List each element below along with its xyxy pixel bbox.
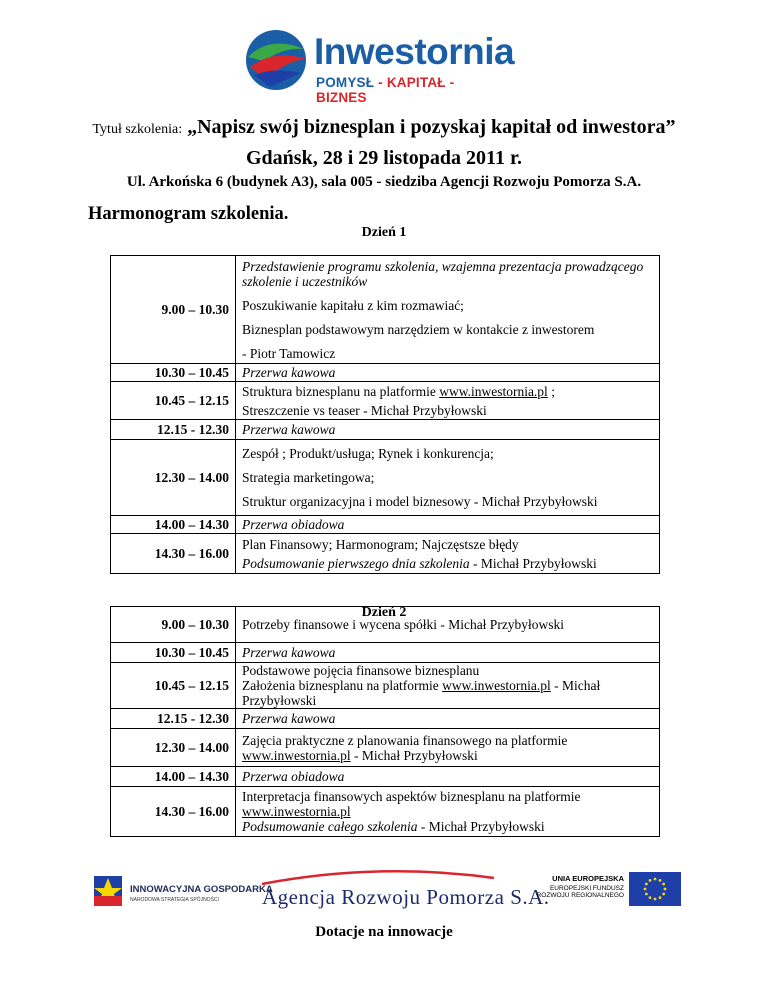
eu-star: [645, 893, 648, 896]
ig-emblem-icon: [92, 872, 126, 912]
activity-text: Zajęcia praktyczne z planowania finansowego na platformie www.inwestornia.pl - Michał Przybyłowski: [242, 732, 568, 763]
activity: [236, 709, 660, 729]
activity-text: Przerwa obiadowa: [242, 517, 345, 532]
time-slot: 10.45 – 12.15: [111, 663, 236, 709]
inwestornia-wordmark: Inwestornia: [314, 31, 515, 72]
activity: [236, 534, 660, 574]
activity-text: Podsumowanie pierwszego dnia szkolenia: [242, 555, 470, 571]
time-slot: 9.00 – 10.30: [111, 256, 236, 364]
activity-text: Strategia marketingowa;: [242, 470, 375, 485]
time-slot: 14.00 – 14.30: [111, 516, 236, 534]
training-title: Tytuł szkolenia: „Napisz swój biznesplan i pozyskaj kapitał od inwestora”: [92, 116, 676, 138]
activity: [236, 256, 660, 364]
footer-tagline: Dotacje na innowacje: [315, 924, 453, 940]
inwestornia-link[interactable]: www.inwestornia.pl: [442, 678, 551, 693]
eu-star: [659, 879, 662, 882]
activity-text: Biznesplan podstawowym narzędziem w kontakcie z inwestorem: [242, 321, 595, 337]
eu-star: [645, 883, 648, 886]
activity-text: Podstawowe pojęcia finansowe biznesplanu: [242, 663, 480, 678]
activity: [236, 663, 660, 709]
day2-table: [110, 606, 660, 837]
eu-star: [644, 888, 647, 891]
eu-star: [649, 879, 652, 882]
eu-star: [654, 878, 657, 881]
time-slot: 12.15 - 12.30: [111, 709, 236, 729]
day2-label: Dzień 2: [361, 605, 407, 620]
apr-logo-text: Agencja Rozwoju Pomorza S.A.: [262, 885, 550, 909]
day1-row: [111, 534, 660, 574]
day2-row: [111, 607, 660, 643]
day1-label: Dzień 1: [361, 225, 407, 240]
activity-text: Przerwa kawowa: [242, 422, 336, 437]
eu-star: [659, 896, 662, 899]
city-date: Gdańsk, 28 i 29 listopada 2011 r.: [245, 147, 522, 169]
time-slot: 14.30 – 16.00: [111, 787, 236, 837]
time-slot: 14.30 – 16.00: [111, 534, 236, 574]
activity: [236, 364, 660, 382]
day1-row: [111, 256, 660, 364]
day1-row: [111, 364, 660, 382]
day2-row: [111, 663, 660, 709]
eu-star: [654, 898, 657, 901]
inwestornia-globe-icon: [240, 27, 312, 93]
day1-table: [110, 255, 660, 574]
activity-text: Przerwa kawowa: [242, 645, 336, 660]
eu-star: [649, 896, 652, 899]
activity-text: Plan Finansowy; Harmonogram; Najczęstsze błędy: [242, 536, 519, 552]
activity: [236, 643, 660, 663]
activity: [236, 729, 660, 767]
activity: [236, 382, 660, 420]
activity: [236, 440, 660, 516]
time-slot: 9.00 – 10.30: [111, 607, 236, 643]
inwestornia-link[interactable]: www.inwestornia.pl: [242, 747, 351, 763]
activity: [236, 420, 660, 440]
activity: [236, 607, 660, 643]
time-slot: 10.45 – 12.15: [111, 382, 236, 420]
day1-row: [111, 382, 660, 420]
activity-text: Przerwa kawowa: [242, 365, 336, 380]
time-slot: 12.15 - 12.30: [111, 420, 236, 440]
activity: [236, 767, 660, 787]
eu-star: [662, 893, 665, 896]
schedule-heading: Harmonogram szkolenia.: [88, 204, 289, 224]
eu-flag-icon: [629, 872, 681, 906]
activity-text: Poszukiwanie kapitału z kim rozmawiać;: [242, 297, 464, 313]
activity-text: Struktura biznesplanu na platformie www.inwestornia.pl ;: [242, 383, 555, 399]
day2-row: [111, 709, 660, 729]
activity-text: - Piotr Tamowicz: [242, 345, 336, 361]
activity-text: Zespół ; Produkt/usługa; Rynek i konkurencja;: [242, 446, 494, 461]
time-slot: 12.30 – 14.00: [111, 729, 236, 767]
inwestornia-link[interactable]: www.inwestornia.pl: [439, 383, 548, 399]
day2-row: [111, 787, 660, 837]
activity-text: Przedstawienie programu szkolenia, wzajemna prezentacja prowadzącego szkolenie i uczestników: [242, 258, 644, 289]
activity-text: Przerwa obiadowa: [242, 769, 345, 784]
activity-text: Założenia biznesplanu na platformie www.inwestornia.pl - Michał Przybyłowski: [242, 678, 601, 708]
day2-row: [111, 729, 660, 767]
activity-text: Podsumowanie całego szkolenia: [242, 819, 418, 834]
inwestornia-logo: [240, 27, 515, 105]
innowacyjna-gospodarka-logo: INNOWACYJNA GOSPODARKA NARODOWA STRATEGIA SPÓJNOŚCI: [92, 870, 252, 915]
eu-star: [662, 883, 665, 886]
activity-text: Potrzeby finansowe i wycena spółki - Michał Przybyłowski: [242, 617, 565, 632]
activity-text: - Michał Przybyłowski: [469, 555, 597, 571]
activity-text: Interpretacja finansowych aspektów biznesplanu na platformie www.inwestornia.pl: [242, 789, 581, 819]
address: Ul. Arkońska 6 (budynek A3), sala 005 - siedziba Agencji Rozwoju Pomorza S.A.: [126, 174, 642, 190]
day2-row: [111, 767, 660, 787]
activity-text: Struktur organizacyjna i model biznesowy - Michał Przybyłowski: [242, 494, 598, 509]
day1-row: [111, 516, 660, 534]
time-slot: 10.30 – 10.45: [111, 364, 236, 382]
activity: [236, 516, 660, 534]
time-slot: 14.00 – 14.30: [111, 767, 236, 787]
activity-text: - Michał Przybyłowski: [417, 819, 545, 834]
eu-star: [664, 888, 667, 891]
activity: [236, 787, 660, 837]
day2-row: [111, 643, 660, 663]
activity-text: Streszczenie vs teaser - Michał Przybyłowski: [242, 402, 487, 418]
day1-row: [111, 420, 660, 440]
day1-row: [111, 440, 660, 516]
time-slot: 12.30 – 14.00: [111, 440, 236, 516]
activity-text: Przerwa kawowa: [242, 711, 336, 726]
inwestornia-link[interactable]: www.inwestornia.pl: [242, 804, 351, 819]
eu-logo: UNIA EUROPEJSKA EUROPEJSKI FUNDUSZ ROZWOJU REGIONALNEGO: [536, 872, 680, 914]
time-slot: 10.30 – 10.45: [111, 643, 236, 663]
inwestornia-tagline: POMYSŁ - KAPITAŁ - BIZNES: [316, 75, 455, 105]
